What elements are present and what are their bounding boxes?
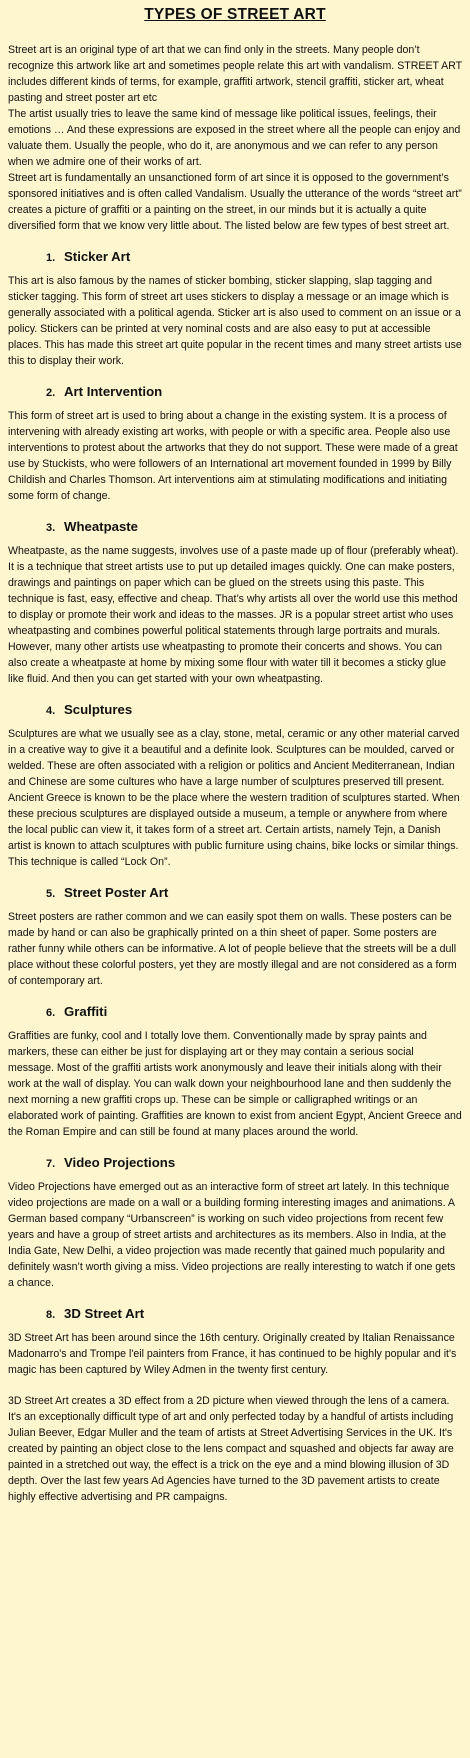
section-heading (46, 1154, 462, 1173)
section-paragraph: 3D Street Art creates a 3D effect from a 2D picture when viewed through the lens of a camera. It's an exceptionally difficult type of art and only perfected today by a handful of artists including Julian Beever, Edgar Muller and the team of artists at Street Advertising Services in the UK. It's created by painting an object close to the lens compact and squashed and objects far away are painted in a stretched out way, the effect is a trick on the eye and a mind blowing illusion of 3D depth. Over the last few years Ad Agencies have turned to the 3D pavement artists to create highly effective advertising and PR campaigns. (8, 1395, 454, 1503)
section-video-projections (8, 1154, 462, 1291)
intro-paragraph: The artist usually tries to leave the same kind of message like political issues, feelings, their emotions … And these expressions are exposed in the street where all the people can enjoy and valuate them. Usually the people, who do it, are anonymous and we can refer to any person when we admire one of their works of art. (8, 108, 461, 168)
section-street-poster-art (8, 884, 462, 989)
section-wheatpaste (8, 518, 462, 687)
section-heading (46, 884, 462, 903)
section-paragraph: Sculptures are what we usually see as a clay, stone, metal, ceramic or any other material carved in a creative way to give it a beautiful and a definite look. Sculptures can be moulded, carved or welded. These are often associated with a religion or politics and Ancient Mediterranean, Indian and Chinese are some cultures who have a large number of sculptures preserved till present. Ancient Greece is known to be the place where the western tradition of sculptures started. When these precious sculptures are displayed outside a museum, a temple or anywhere from where the local public can view it, it takes form of a street art. Certain artists, namely Tejn, a Danish artist is known to attach sculptures with public furniture using chains, bike locks or similar things. This technique is called “Lock On”. (8, 728, 460, 868)
paragraph-gap (8, 1378, 462, 1393)
section-title: Street Poster Art (64, 885, 169, 900)
section-paragraph: Graffities are funky, cool and I totally love them. Conventionally made by spray paints and markers, these can either be just for displaying art or they may contain a serious social message. Most of the graffiti artists work anonymously and leave their initials along with their work at the wall of display. You can walk down your neighbourhood lane and then suddenly the next morning a new graffiti crops up. These can be simple or calligraphed writings or an elaborated work of painting. Graffities are known to exist from ancient Egypt, Ancient Greece and the Roman Empire and can still be found at many places around the world. (8, 1030, 462, 1138)
section-title: Art Intervention (64, 384, 163, 399)
section-heading (46, 701, 462, 720)
section-sculptures (8, 701, 462, 870)
intro-paragraph: Street art is an original type of art that we can find only in the streets. Many people don’t recognize this artwork like art and sometimes people relate this art with vandalism. STREET ART includes different kinds of terms, for example, graffiti artwork, stencil graffiti, sticker art, wheat pasting and street poster art etc (8, 44, 462, 104)
section-number: 3. (46, 522, 56, 534)
section-number: 6. (46, 1007, 56, 1019)
section-title: Wheatpaste (64, 519, 139, 534)
intro (8, 42, 462, 234)
section-graffiti (8, 1003, 462, 1140)
section-sticker-art (8, 248, 462, 369)
section-paragraph: Video Projections have emerged out as an interactive form of street art lately. In this technique video projections are made on a wall or a building forming interesting images and animations. A German based company “Urbanscreen” is working on such video projections from recent few years and have a group of street artists and architectures as its members. Also in India, at the India Gate, New Delhi, a video projection was made recently that gained much popularity and definitely wasn’t worth giving a miss. Video projections are really interesting to watch if one gets a chance. (8, 1181, 456, 1289)
section-number: 7. (46, 1158, 56, 1170)
section-heading (46, 518, 462, 537)
section-number: 5. (46, 888, 56, 900)
section-art-intervention (8, 383, 462, 504)
section-title: Sculptures (64, 702, 133, 717)
section-number: 1. (46, 252, 56, 264)
section-heading (46, 1003, 462, 1022)
section-paragraph: Street posters are rather common and we can easily spot them on walls. These posters can be made by hand or can also be graphically printed on a thin sheet of paper. Some posters are rather funny while others can be informative. A lot of people believe that the streets will be a dull place without these colorful posters, yet they are mostly illegal and are not considered as a form of contemporary art. (8, 911, 457, 987)
section-title: Graffiti (64, 1004, 108, 1019)
intro-paragraph: Street art is fundamentally an unsanctioned form of art since it is opposed to the government’s sponsored initiatives and is often called Vandalism. Usually the utterance of the words “street art” creates a picture of graffiti or a painting on the street, in our minds but it is actually a quite diversified form that we know very little about. The listed below are few types of best street art. (8, 172, 462, 232)
section-3d-street-art (8, 1305, 462, 1505)
section-paragraph: 3D Street Art has been around since the 16th century. Originally created by Italian Renaissance Madonarro's and Trompe l'eil painters from France, it has continued to be highly popular and it's magic has been captured by Wiley Admen in the twenty first century. (8, 1332, 457, 1376)
section-number: 4. (46, 705, 56, 717)
section-heading (46, 1305, 462, 1324)
section-heading (46, 383, 462, 402)
section-title: Video Projections (64, 1155, 176, 1170)
section-title: Sticker Art (64, 249, 131, 264)
section-paragraph: This form of street art is used to bring about a change in the existing system. It is a process of intervening with already existing art works, with people or with a specific area. People also use interventions to protest about the artworks that they do not support. These were made of a great use by Stuckists, who were followers of an International art movement founded in 1999 by Billy Childish and Charles Thomson. Art interventions aim at stimulating modifications and initiating some form of change. (8, 410, 458, 502)
section-paragraph: This art is also famous by the names of sticker bombing, sticker slapping, slap tagging and sticker tagging. This form of street art uses stickers to display a message or an image which is generally associated with a political agenda. Sticker art is also used to comment on an issue or a policy. Stickers can be printed at very nominal costs and are also easy to put at accessible places. This has made this street art quite popular in the recent times and many street artists use this to display their work. (8, 275, 462, 367)
section-paragraph: Wheatpaste, as the name suggests, involves use of a paste made up of flour (preferably wheat). It is a technique that street artists use to put up detailed images quickly. One can make posters, drawings and paintings on paper which can be glued on the streets using this paste. This technique is fast, easy, effective and cheap. That’s why artists all over the world use this method to display or promote their work and ideas to the masses. JR is a popular street artist who uses wheatpasting and combines powerful political statements through large portraits and murals. However, many other artists use wheatpasting to promote their concerts and shows. You can also create a wheatpaste at home by mixing some flour with water till it becomes a sticky glue like fluid. And then you can get started with your own wheatpasting. (8, 545, 459, 685)
section-number: 8. (46, 1309, 56, 1321)
section-heading (46, 248, 462, 267)
section-number: 2. (46, 387, 56, 399)
section-title: 3D Street Art (64, 1306, 145, 1321)
page-title: TYPES OF STREET ART (144, 6, 326, 23)
